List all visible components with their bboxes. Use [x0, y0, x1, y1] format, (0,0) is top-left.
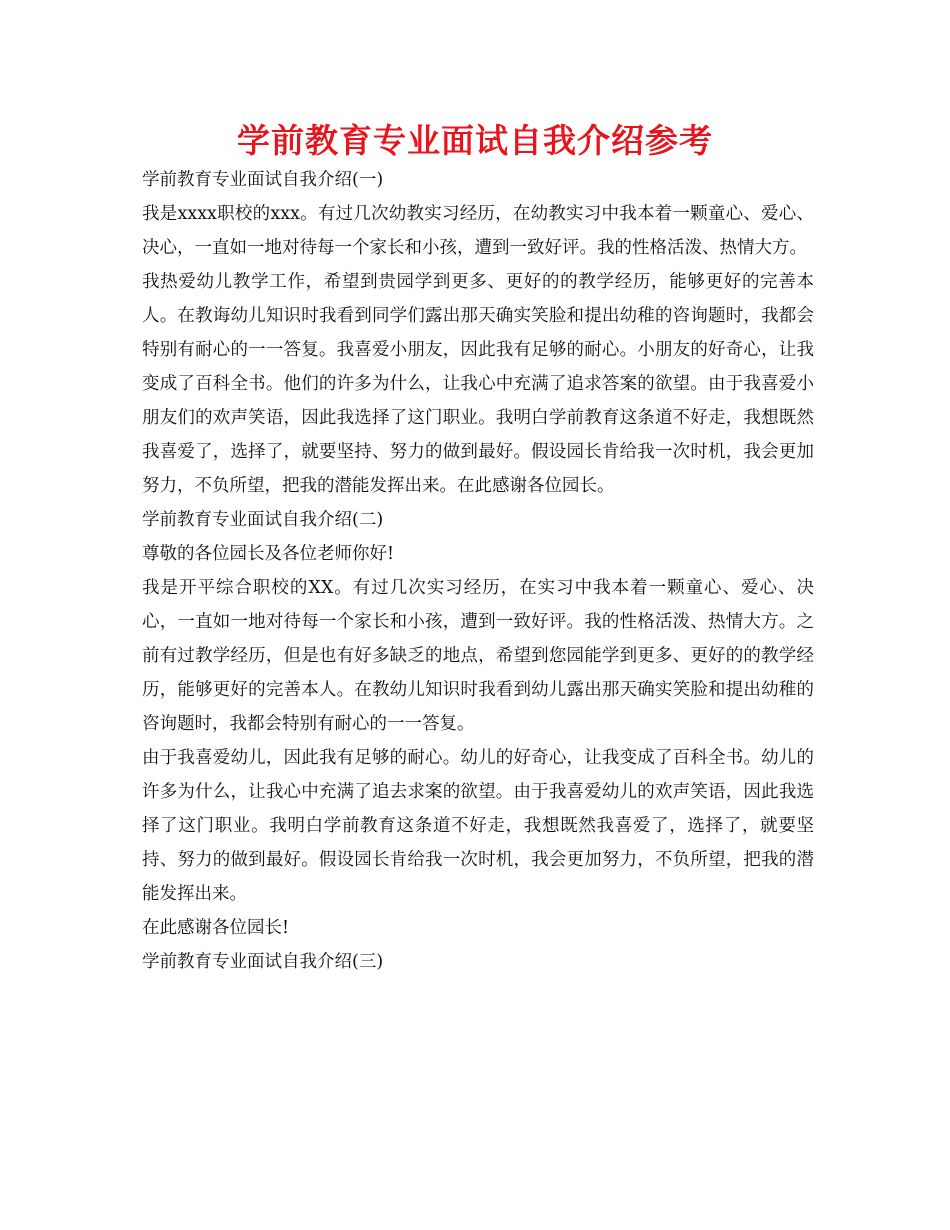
- section-heading-1: 学前教育专业面试自我介绍(一): [142, 170, 384, 190]
- section-heading-2: 学前教育专业面试自我介绍(二): [142, 510, 384, 530]
- section-heading-3: 学前教育专业面试自我介绍(三): [142, 952, 384, 972]
- paragraph-1-intro: 我是xxxx职校的xxx。有过几次幼教实习经历，在幼教实习中我本着一颗童心、爱心、决心，一直如一地对待每一个家长和小孩，遭到一致好评。我的性格活泼、热情大方。: [142, 204, 814, 258]
- paragraph-1-body: 我热爱幼儿教学工作，希望到贵园学到更多、更好的的教学经历，能够更好的完善本人。在教诲幼儿知识时我看到同学们露出那天确实笑脸和提出幼稚的咨询题时，我都会特别有耐心的一一答复。我喜爱小朋友，因此我有足够的耐心。小朋友的好奇心，让我变成了百科全书。他们的许多为什么，让我心中充满了追求答案的欲望。由于我喜爱小朋友们的欢声笑语，因此我选择了这门职业。我明白学前教育这条道不好走，我想既然我喜爱了，选择了，就要坚持、努力的做到最好。假设园长肯给我一次时机，我会更加努力，不负所望，把我的潜能发挥出来。在此感谢各位园长。: [142, 272, 814, 496]
- document-body: [142, 163, 814, 979]
- paragraph-2-intro: 我是开平综合职校的XX。有过几次实习经历，在实习中我本着一颗童心、爱心、决心，一直如一地对待每一个家长和小孩，遭到一致好评。我的性格活泼、热情大方。之前有过教学经历，但是也有好多缺乏的地点，希望到您园能学到更多、更好的的教学经历，能够更好的完善本人。在教幼儿知识时我看到幼儿露出那天确实笑脸和提出幼稚的咨询题时，我都会特别有耐心的一一答复。: [142, 578, 814, 734]
- paragraph-2-greeting: 尊敬的各位园长及各位老师你好!: [142, 544, 395, 564]
- paragraph-2-body: 由于我喜爱幼儿，因此我有足够的耐心。幼儿的好奇心，让我变成了百科全书。幼儿的许多为什么，让我心中充满了追去求案的欲望。由于我喜爱幼儿的欢声笑语，因此我选择了这门职业。我明白学前教育这条道不好走，我想既然我喜爱了，选择了，就要坚持、努力的做到最好。假设园长肯给我一次时机，我会更加努力，不负所望，把我的潜能发挥出来。: [142, 748, 814, 904]
- document-title: 学前教育专业面试自我介绍参考: [237, 121, 713, 160]
- paragraph-2-closing: 在此感谢各位园长!: [142, 918, 290, 938]
